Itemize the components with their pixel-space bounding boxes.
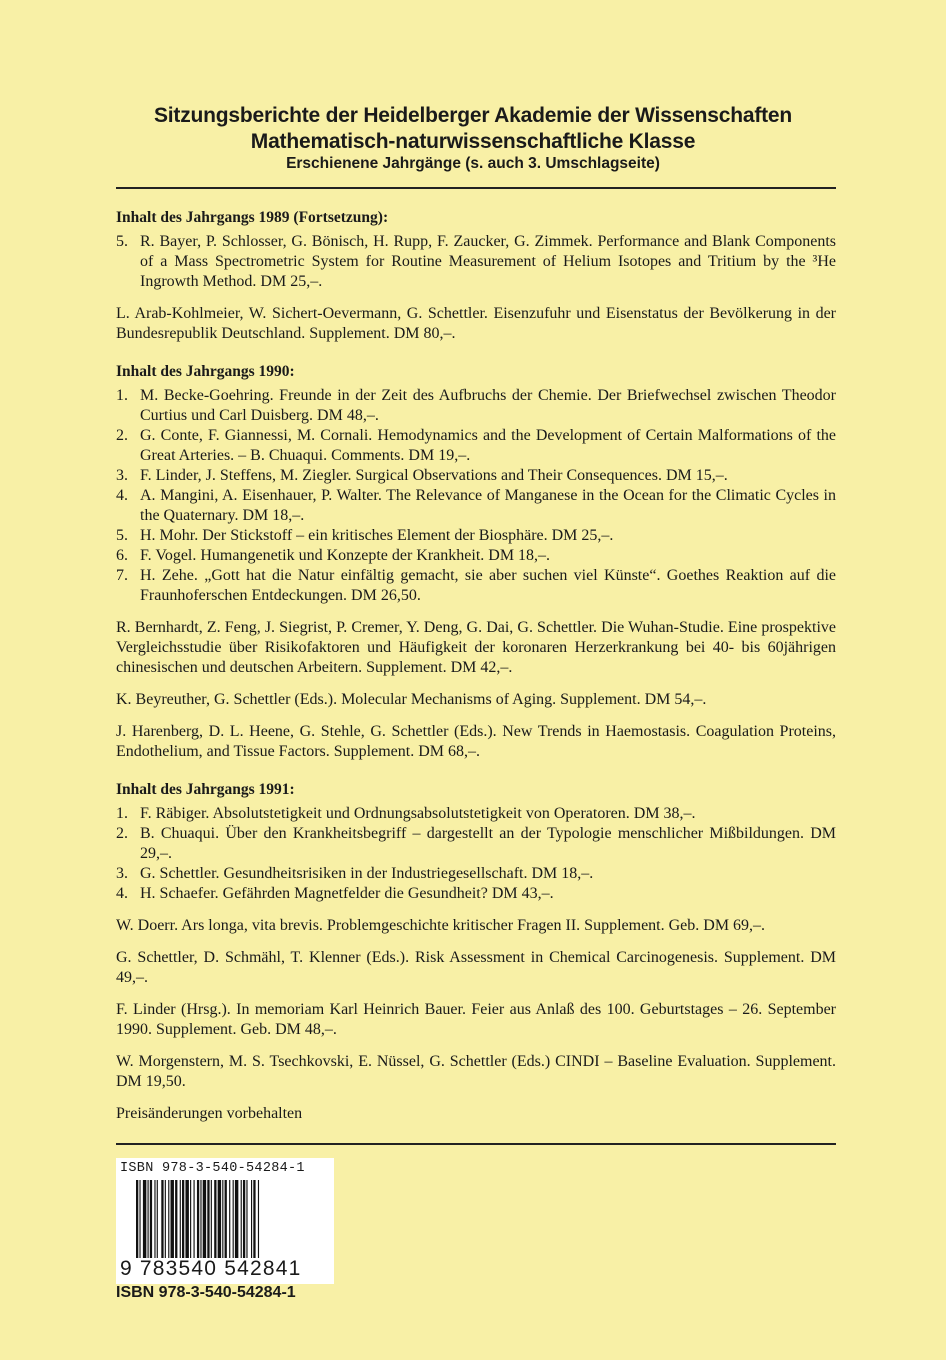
isbn-number: ISBN 978-3-540-54284-1 <box>116 1284 296 1301</box>
item-text: G. Schettler. Gesundheitsrisiken in der Industriegesellschaft. DM 18,–. <box>140 865 594 882</box>
supplement-entry: J. Harenberg, D. L. Heene, G. Stehle, G. Schettler (Eds.). New Trends in Haemostasis. Coagulation Proteins, Endothelium, and Tissue Factors. Supplement. DM 68,–. <box>116 723 836 760</box>
list-item <box>116 546 836 566</box>
list-item <box>116 486 836 526</box>
top-divider <box>116 187 836 189</box>
supplement-entry: K. Beyreuther, G. Schettler (Eds.). Molecular Mechanisms of Aging. Supplement. DM 54,–. <box>116 691 707 708</box>
section-title-1991: Inhalt des Jahrgangs 1991: <box>116 781 295 798</box>
barcode-icon <box>136 1180 316 1258</box>
item-text: H. Schaefer. Gefährden Magnetfelder die Gesundheit? DM 43,–. <box>140 885 554 902</box>
item-number: 5. <box>116 527 128 544</box>
item-number: 2. <box>116 825 128 842</box>
price-note: Preisänderungen vorbehalten <box>116 1105 303 1122</box>
list-item <box>116 824 836 864</box>
item-text: G. Conte, F. Giannessi, M. Cornali. Hemodynamics and the Development of Certain Malformations of the Great Arteries. – B. Chuaqui. Comments. DM 19,–. <box>140 427 836 464</box>
supplement-entry: F. Linder (Hrsg.). In memoriam Karl Heinrich Bauer. Feier aus Anlaß des 100. Geburtstages – 26. September 1990. Supplement. Geb. DM 48,–. <box>116 1001 836 1038</box>
item-number: 3. <box>116 467 128 484</box>
item-text: F. Vogel. Humangenetik und Konzepte der Krankheit. DM 18,–. <box>140 547 551 564</box>
list-item <box>116 884 836 904</box>
section-title-1989: Inhalt des Jahrgangs 1989 (Fortsetzung): <box>116 209 389 226</box>
section-title-1990: Inhalt des Jahrgangs 1990: <box>116 363 295 380</box>
item-text: F. Linder, J. Steffens, M. Ziegler. Surgical Observations and Their Consequences. DM 15,–. <box>140 467 728 484</box>
bottom-divider <box>116 1143 836 1145</box>
barcode-digits: 9 783540 542841 <box>120 1257 302 1280</box>
item-number: 4. <box>116 885 128 902</box>
publication-list <box>116 208 836 1124</box>
item-text: M. Becke-Goehring. Freunde in der Zeit des Aufbruchs der Chemie. Der Briefwechsel zwischen Theodor Curtius und Carl Duisberg. DM 48,–. <box>140 387 836 424</box>
series-subtitle: Mathematisch-naturwissenschaftliche Klasse <box>250 130 696 153</box>
item-text: H. Mohr. Der Stickstoff – ein kritisches Element der Biosphäre. DM 25,–. <box>140 527 614 544</box>
list-item <box>116 426 836 466</box>
item-text: A. Mangini, A. Eisenhauer, P. Walter. The Relevance of Manganese in the Ocean for the Climatic Cycles in the Quaternary. DM 18,–. <box>140 487 836 524</box>
item-number: 7. <box>116 567 128 584</box>
list-item <box>116 804 836 824</box>
item-text: R. Bayer, P. Schlosser, G. Bönisch, H. Rupp, F. Zaucker, G. Zimmek. Performance and Blank Components of a Mass Spectrometric System for Routine Measurement of Helium Isotopes and Tritium by the ³He Ingrowth Method. DM 25,–. <box>140 233 836 290</box>
list-item <box>116 466 836 486</box>
item-text: H. Zehe. „Gott hat die Natur einfältig gemacht, sie aber suchen viel Künste“. Goethes Reaktion auf die Fraunhoferschen Entdeckungen. DM 26,50. <box>140 567 836 604</box>
item-number: 5. <box>116 233 128 250</box>
item-number: 4. <box>116 487 128 504</box>
list-item <box>116 864 836 884</box>
supplement-entry: G. Schettler, D. Schmähl, T. Klenner (Eds.). Risk Assessment in Chemical Carcinogenesis. Supplement. DM 49,–. <box>116 949 836 986</box>
item-text: F. Räbiger. Absolutstetigkeit und Ordnungsabsolutstetigkeit von Operatoren. DM 38,–. <box>140 805 696 822</box>
series-note: Erschienene Jahrgänge (s. auch 3. Umschlagseite) <box>286 155 660 172</box>
list-item <box>116 232 836 292</box>
supplement-entry: W. Doerr. Ars longa, vita brevis. Problemgeschichte kritischer Fragen II. Supplement. Geb. DM 69,–. <box>116 917 766 934</box>
item-number: 1. <box>116 805 128 822</box>
item-number: 6. <box>116 547 128 564</box>
item-number: 2. <box>116 427 128 444</box>
list-item <box>116 526 836 546</box>
list-item <box>116 566 836 606</box>
barcode-label <box>116 1158 334 1284</box>
item-number: 1. <box>116 387 128 404</box>
supplement-entry: R. Bernhardt, Z. Feng, J. Siegrist, P. Cremer, Y. Deng, G. Dai, G. Schettler. Die Wuhan-Studie. Eine prospektive Vergleichsstudie über Risikofaktoren und Häufigkeit der koronaren Herzerkrankung bei 40- bis 60jährigen chinesischen und deutschen Arbeitern. Supplement. DM 42,–. <box>116 619 836 676</box>
supplement-entry: W. Morgenstern, M. S. Tsechkovski, E. Nüssel, G. Schettler (Eds.) CINDI – Baseline Evaluation. Supplement. DM 19,50. <box>116 1053 836 1090</box>
supplement-entry: L. Arab-Kohlmeier, W. Sichert-Oevermann, G. Schettler. Eisenzufuhr und Eisenstatus der Bevölkerung in der Bundesrepublik Deutschland. Supplement. DM 80,–. <box>116 305 836 342</box>
series-title: Sitzungsberichte der Heidelberger Akademie der Wissenschaften <box>153 104 793 127</box>
list-item <box>116 386 836 426</box>
item-text: B. Chuaqui. Über den Krankheitsbegriff – dargestellt an der Typologie menschlicher Mißbildungen. DM 29,–. <box>140 825 836 862</box>
isbn-barcode-header: ISBN 978-3-540-54284-1 <box>120 1161 305 1176</box>
item-number: 3. <box>116 865 128 882</box>
